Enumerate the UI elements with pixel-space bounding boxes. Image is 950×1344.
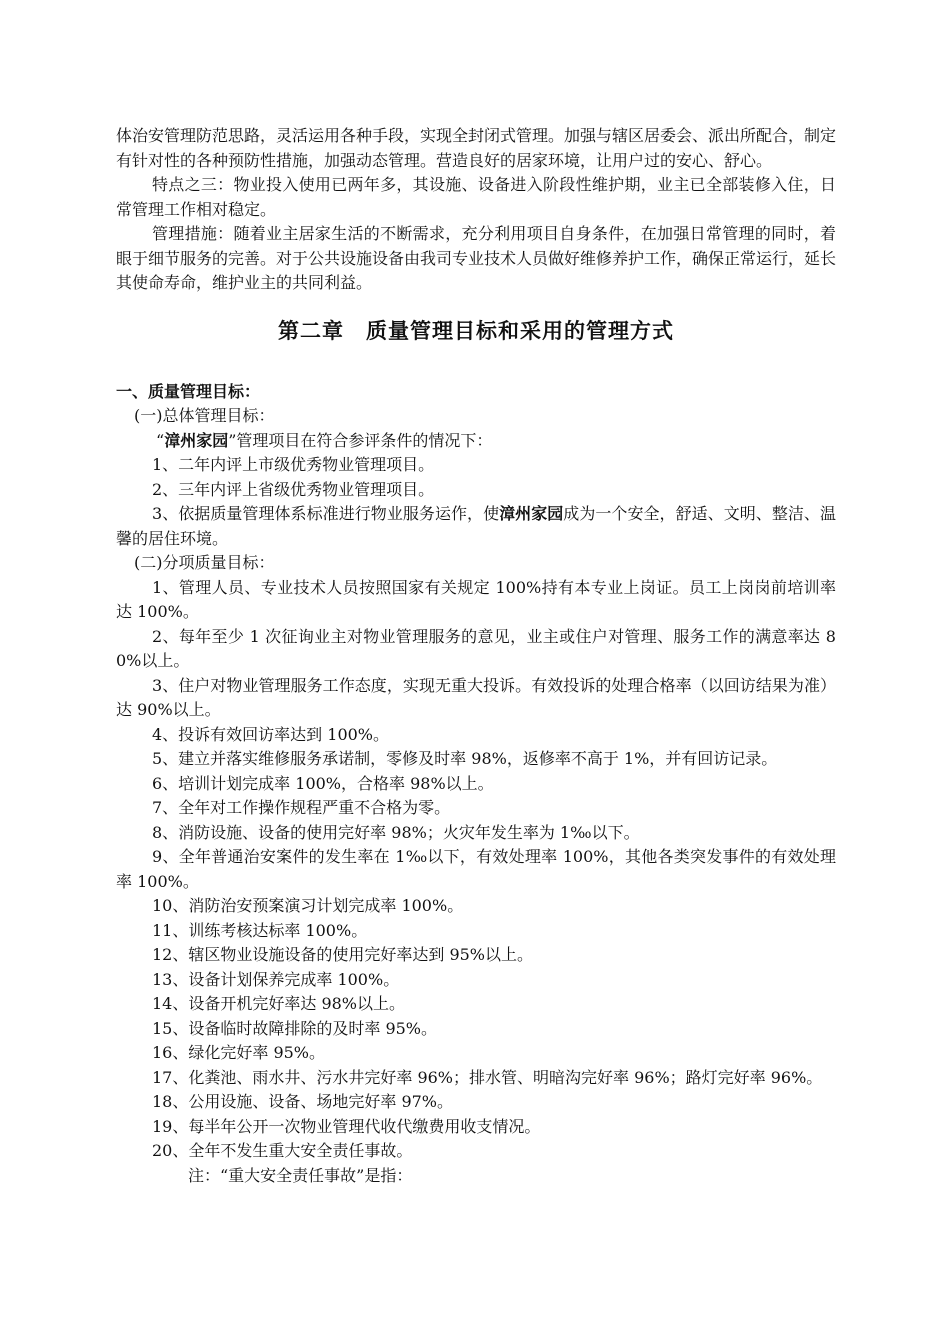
subsection-title-itemized: (二)分项质量目标： — [134, 553, 275, 572]
list-item: 11、训练考核达标率 100%。 — [152, 920, 368, 940]
project-intro-rest: ”管理项目在符合参评条件的情况下： — [228, 430, 493, 450]
list-item: 14、设备开机完好率达 98%以上。 — [152, 994, 406, 1013]
list-item: 5、建立并落实维修服务承诺制，零修及时率 98%，返修率不高于 1%，并有回访记录。 — [152, 749, 778, 768]
list-item: 20、全年不发生重大安全责任事故。 — [152, 1141, 413, 1160]
list-item: 13、设备计划保养完成率 100%。 — [152, 969, 400, 989]
intro-paragraph-2: 特点之三：物业投入使用已两年多，其设施、设备进入阶段性维护期，业主已全部装修入住，日常管理工作相对稳定。 — [116, 175, 836, 219]
list-item: 10、消防治安预案演习计划完成率 100%。 — [152, 896, 464, 915]
project-intro-line — [116, 429, 836, 454]
list-item: 17、化粪池、雨水井、污水井完好率 96%；排水管、明暗沟完好率 96%；路灯完好率 96%。 — [152, 1067, 823, 1087]
list-item: 18、公用设施、设备、场地完好率 97%。 — [152, 1092, 454, 1111]
list-item: 6、培训计划完成率 100%，合格率 98%以上。 — [152, 773, 494, 793]
overall-goal-2: 2、三年内评上省级优秀物业管理项目。 — [152, 479, 435, 499]
list-item: 1、管理人员、专业技术人员按照国家有关规定 100%持有本专业上岗证。员工上岗岗前培训率达 100%。 — [116, 577, 836, 621]
overall-goal-3-pre: 3、依据质量管理体系标准进行物业服务运作，使 — [152, 504, 500, 523]
intro-paragraph-3: 管理措施：随着业主居家生活的不断需求，充分利用项目自身条件，在加强日常管理的同时，着眼于细节服务的完善。对于公共设施设备由我司专业技术人员做好维修养护工作，确保正常运行，延长其使命寿命，维护业主的共同利益。 — [116, 224, 837, 292]
list-item: 3、住户对物业管理服务工作态度，实现无重大投诉。有效投诉的处理合格率（以回访结果为准）达 90%以上。 — [116, 675, 836, 719]
overall-goal-3 — [116, 502, 836, 551]
open-quote: “ — [156, 430, 165, 450]
list-item: 7、全年对工作操作规程严重不合格为零。 — [152, 798, 451, 817]
list-item: 16、绿化完好率 95%。 — [152, 1043, 326, 1062]
itemized-goals-list — [116, 576, 836, 1189]
project-name: 漳州家园 — [164, 430, 229, 450]
list-item: 2、每年至少 1 次征询业主对物业管理服务的意见，业主或住户对管理、服务工作的满意率达 80%以上。 — [116, 626, 836, 670]
list-item: 8、消防设施、设备的使用完好率 98%；火灾年发生率为 1‰以下。 — [152, 822, 640, 842]
intro-paragraph-1: 体治安管理防范思路，灵活运用各种手段，实现全封闭式管理。加强与辖区居委会、派出所配合，制定有针对性的各种预防性措施，加强动态管理。营造良好的居家环境，让用户过的安心、舒心。 — [116, 126, 837, 170]
page-content — [116, 124, 836, 1188]
chapter-title: 第二章 质量管理目标和采用的管理方式 — [278, 318, 674, 343]
overall-goal-1: 1、二年内评上市级优秀物业管理项目。 — [152, 455, 435, 474]
overall-goal-3-project-name: 漳州家园 — [499, 504, 564, 523]
note-line: 注：“重大安全责任事故”是指： — [188, 1165, 413, 1185]
list-item: 9、全年普通治安案件的发生率在 1‰以下，有效处理率 100%，其他各类突发事件的有效处理率 100%。 — [116, 847, 836, 891]
overall-goal-3-post: 成为一个安全，舒适、文明、整洁、温馨的居住环境。 — [116, 504, 836, 548]
list-item: 4、投诉有效回访率达到 100%。 — [152, 724, 390, 744]
list-item: 15、设备临时故障排除的及时率 95%。 — [152, 1018, 438, 1038]
section-title: 一、质量管理目标： — [116, 381, 261, 401]
list-item: 12、辖区物业设施设备的使用完好率达到 95%以上。 — [152, 945, 534, 964]
subsection-title-overall: (一)总体管理目标： — [134, 406, 275, 425]
list-item: 19、每半年公开一次物业管理代收代缴费用收支情况。 — [152, 1116, 541, 1136]
